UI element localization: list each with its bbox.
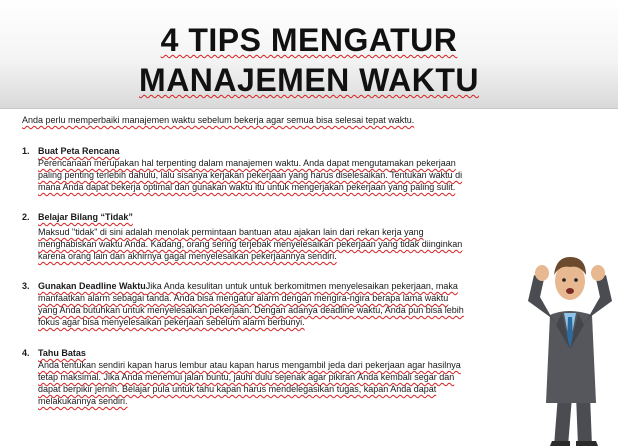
tip-line: fokus agar bisa menyelesaikan pekerjaan sebelum alarm berbunyi. xyxy=(38,317,305,327)
title-line-2: MANAJEMEN WAKTU xyxy=(139,62,479,98)
tip-body xyxy=(38,359,508,407)
tip-line: manfaatkan alarm sebagai tanda. Anda bisa mengatur alarm dengan mengira-ngira berapa lama waktu xyxy=(38,293,449,303)
intro-text: Anda perlu memperbaiki manajemen waktu sebelum bekerja agar semua bisa selesai tepat waktu. xyxy=(22,115,415,125)
tip-line: melakukannya sendiri. xyxy=(38,396,128,406)
tip-line: tetap maksimal. Jika Anda menemui jalan buntu, jauhi dulu sejenak agar pikiran Anda kembali segar dan xyxy=(38,372,455,382)
tip-line: karena orang lain dan akhirnya gagal menyelesaikan pekerjaannya sendiri. xyxy=(38,251,337,261)
tip-heading: Tahu Batas xyxy=(38,348,86,358)
title-line-1: 4 TIPS MENGATUR xyxy=(160,22,458,58)
tip-line: Maksud "tidak" di sini adalah menolak permintaan bantuan atau ajakan lain dari rekan kerja yang xyxy=(38,227,424,237)
tip-line: paling penting terlebih dahulu, lalu sisanya kerjakan pekerjaan yang harus diselesaikan. Tentukan waktu di xyxy=(38,170,463,180)
tip-heading-line xyxy=(38,280,458,292)
tip-heading-rest: Jika Anda kesulitan untuk untuk berkomitmen menyelesaikan pekerjaan, maka xyxy=(145,281,458,291)
tip-body xyxy=(38,157,508,193)
stressed-businessman-illustration xyxy=(520,245,618,446)
tip-line: Perencanaan merupakan hal terpenting dalam manajemen waktu. Anda dapat mengutamakan pekerjaan xyxy=(38,158,456,168)
tip-number: 1. xyxy=(22,146,30,156)
tip-heading: Buat Peta Rencana xyxy=(38,146,120,156)
tip-line: dapat berpikir jernih. Belajar pula untuk tahu kapan harus mendelegasikan tugas, kapan Anda dapat xyxy=(38,384,437,394)
header-banner xyxy=(0,0,618,109)
tip-line: yang Anda butuhkan untuk menyelesaikan pekerjaan. Dengan adanya deadline waktu, Anda pun bisa lebih xyxy=(38,305,464,315)
tip-number: 2. xyxy=(22,212,30,222)
tip-body xyxy=(38,226,508,262)
tip-number: 3. xyxy=(22,281,30,291)
tip-heading: Belajar Bilang “Tidak” xyxy=(38,212,133,222)
tip-line: Anda tentukan sendiri kapan harus lembur atau kapan harus mengambil jeda dari pekerjaan agar hasilnya xyxy=(38,360,461,370)
tip-line: menghabiskan waktu Anda. Kadang, orang sering terjebak menyelesaikan pekerjaan yang tidak diinginkan xyxy=(38,239,463,249)
tip-body xyxy=(38,292,508,328)
tip-number: 4. xyxy=(22,348,30,358)
tip-heading: Gunakan Deadline Waktu xyxy=(38,281,146,291)
tip-line: mana Anda dapat bekerja optimal dan gunakan waktu itu untuk mengerjakan pekerjaan yang paling sulit. xyxy=(38,182,456,192)
